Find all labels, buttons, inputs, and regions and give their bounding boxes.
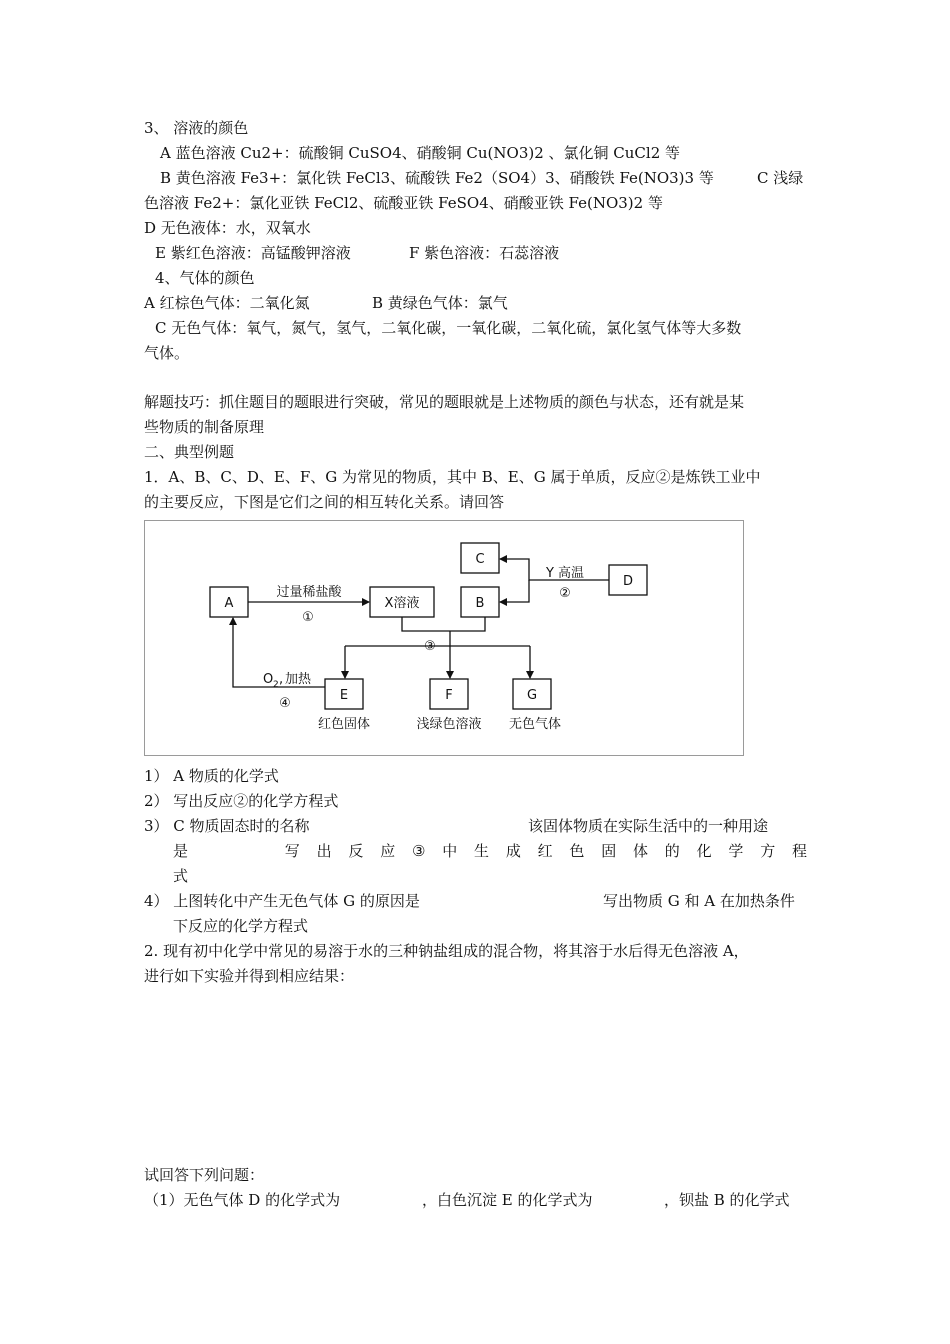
node-c-label: C [475, 552, 485, 567]
answer-1-part-b: ，白色沉淀 E 的化学式为 [422, 1191, 593, 1209]
justified-char: 的 [664, 842, 680, 860]
reaction-diagram [144, 520, 744, 756]
justified-char: 化 [696, 842, 712, 860]
node-b-label: B [475, 596, 485, 611]
node-g-label: G [526, 688, 538, 703]
justified-char: 出 [316, 842, 332, 860]
label-y-high-temp: Y 高温 [545, 566, 585, 581]
label-comma: , [279, 672, 284, 687]
justified-char: 中 [442, 842, 458, 860]
justified-char: ③ [411, 842, 426, 860]
answer-1-part-a: （1）无色气体 D 的化学式为 [144, 1191, 341, 1209]
subquestion-2: 2） 写出反应②的化学方程式 [144, 792, 339, 810]
junction-x-b [402, 617, 485, 631]
question-1-line-1: 1．A、B、C、D、E、F、G 为常见的物质，其中 B、E、G 属于单质，反应②是炼铁工业中 [144, 468, 761, 486]
node-x-label: X溶液 [384, 596, 420, 611]
justified-char: 应 [380, 842, 396, 860]
subquestion-4-line-2: 下反应的化学方程式 [173, 917, 309, 935]
section3-item-a: A 蓝色溶液 Cu2+：硫酸铜 CuSO4、硝酸铜 Cu(NO3)2 、氯化铜 CuCl2 等 [160, 144, 681, 162]
section4-item-a: A 红棕色气体：二氧化氮 [144, 294, 310, 312]
justified-char: 学 [728, 842, 744, 860]
node-e-label: E [339, 688, 349, 703]
examples-heading: 二、典型例题 [144, 443, 235, 461]
label-oxygen-subscript: 2 [273, 680, 279, 690]
arrow-to-b [500, 580, 529, 602]
label-reaction-2: ② [559, 586, 571, 601]
label-reaction-3: ③ [424, 639, 436, 654]
caption-f: 浅绿色溶液 [416, 717, 482, 732]
section4-item-c-cont: 气体。 [144, 344, 190, 362]
section3-item-c-cont: 色溶液 Fe2+：氯化亚铁 FeCl2、硫酸亚铁 FeSO4、硝酸亚铁 Fe(NO3)2 等 [144, 194, 663, 212]
justified-char: 成 [505, 842, 521, 860]
section4-title: 4、气体的颜色 [155, 269, 255, 287]
node-f-label: F [445, 688, 453, 703]
subquestion-4: 4） 上图转化中产生无色气体 G 的原因是 [144, 892, 420, 910]
caption-e: 红色固体 [317, 717, 371, 732]
subquestion-3-line-3: 式 [173, 867, 189, 885]
label-reaction-1: ① [302, 610, 314, 625]
subquestion-3: 3） C 物质固态时的名称 [144, 817, 310, 835]
justified-char: 体 [633, 842, 649, 860]
section3-title: 3、 溶液的颜色 [144, 119, 249, 137]
question-2-line-2: 进行如下实验并得到相应结果： [144, 967, 355, 985]
justified-char: 生 [474, 842, 490, 860]
label-acid: 过量稀盐酸 [276, 585, 342, 600]
section3-item-c-start: C 浅绿 [757, 169, 804, 187]
justified-char: 色 [569, 842, 585, 860]
section3-item-b: B 黄色溶液 Fe3+：氯化铁 FeCl3、硫酸铁 Fe2（SO4）3、硝酸铁 Fe(NO3)3 等 [160, 169, 714, 187]
label-oxygen: O [263, 672, 274, 687]
reaction-diagram-svg [145, 521, 743, 755]
justified-char: 是 [173, 842, 189, 860]
node-d-label: D [622, 574, 634, 589]
subquestion-4-cont: 写出物质 G 和 A 在加热条件 [603, 892, 795, 910]
answer-1-part-c: ，钡盐 B 的化学式 [664, 1191, 790, 1209]
tips-line-2: 些物质的制备原理 [144, 418, 265, 436]
justified-char: 红 [537, 842, 553, 860]
justified-char: 程 [791, 842, 807, 860]
subquestion-3-line-2 [173, 841, 807, 861]
justified-char: 固 [601, 842, 617, 860]
subquestion-3-usage: 该固体物质在实际生活中的一种用途 [528, 817, 769, 835]
label-heat: 加热 [285, 672, 312, 687]
section3-item-f: F 紫色溶液：石蕊溶液 [409, 244, 560, 262]
justified-char: 反 [348, 842, 364, 860]
section3-item-d: D 无色液体：水，双氧水 [144, 219, 311, 237]
node-a-label: A [224, 596, 234, 611]
tips-line-1: 解题技巧：抓住题目的题眼进行突破，常见的题眼就是上述物质的颜色与状态，还有就是某 [144, 393, 745, 411]
caption-g: 无色气体 [508, 717, 562, 732]
section4-item-c: C 无色气体：氧气，氮气，氢气，二氧化碳，一氧化碳，二氧化硫，氯化氢气体等大多数 [155, 319, 742, 337]
question-1-line-2: 的主要反应，下图是它们之间的相互转化关系。请回答 [144, 493, 505, 511]
section3-item-e: E 紫红色溶液：高锰酸钾溶液 [155, 244, 351, 262]
question-2-line-1: 2. 现有初中化学中常见的易溶于水的三种钠盐组成的混合物，将其溶于水后得无色溶液 A， [144, 942, 749, 960]
justified-char: 方 [760, 842, 776, 860]
justified-char: 写 [284, 842, 300, 860]
label-reaction-4: ④ [279, 696, 291, 711]
subquestion-1: 1） A 物质的化学式 [144, 767, 279, 785]
section4-item-b: B 黄绿色气体：氯气 [372, 294, 508, 312]
answer-intro: 试回答下列问题： [144, 1166, 265, 1184]
